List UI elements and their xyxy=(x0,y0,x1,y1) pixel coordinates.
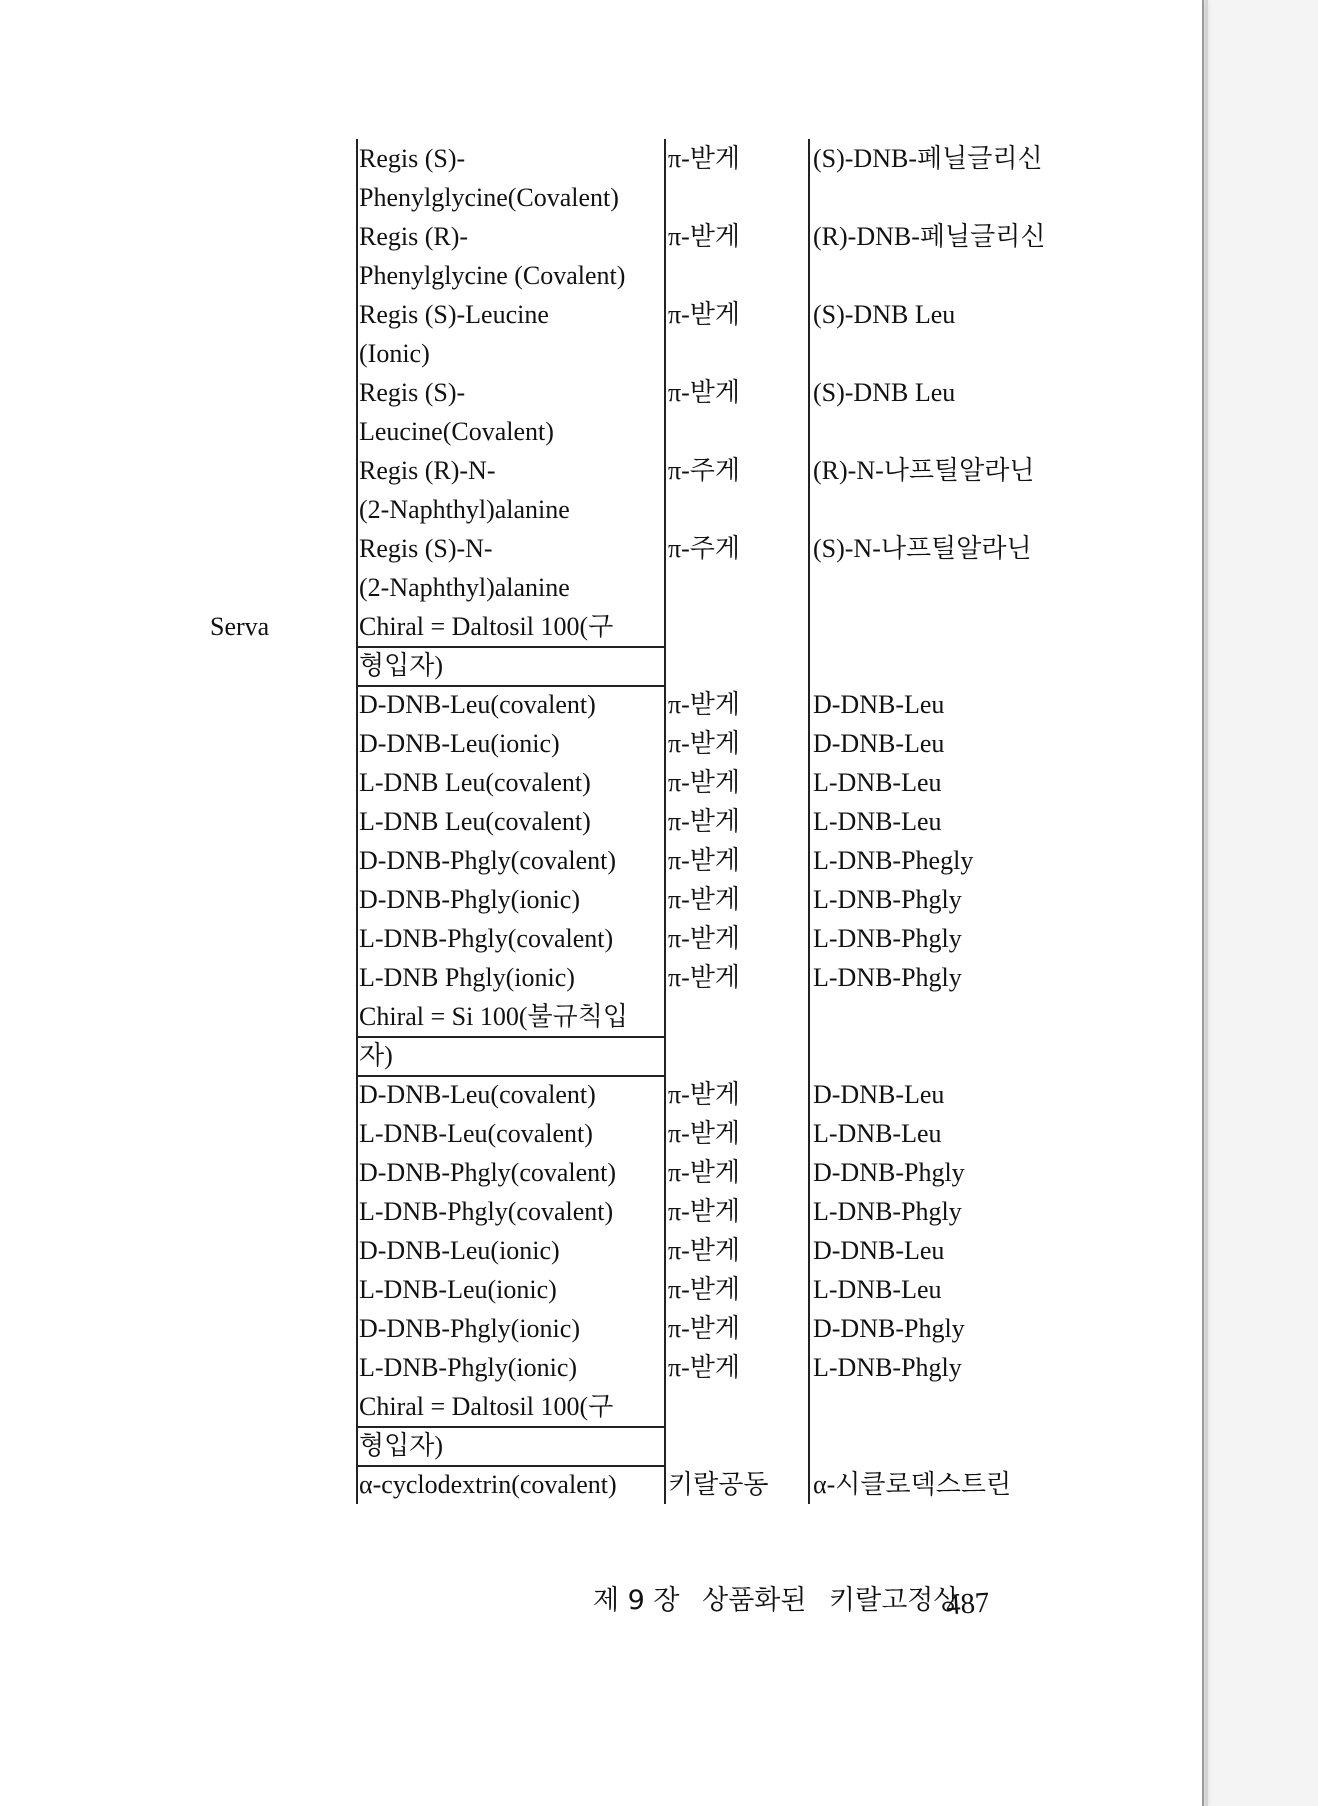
mechanism-cell: π-받게 xyxy=(664,139,820,178)
mechanism-cell: π-받게 xyxy=(664,295,820,334)
selector-cell xyxy=(808,646,813,685)
phase-cell: D-DNB-Leu(ionic) xyxy=(356,724,665,763)
mechanism-cell: π-받게 xyxy=(664,1075,820,1114)
mechanism-cell xyxy=(664,1426,820,1465)
vendor-cell: Serva xyxy=(210,612,270,641)
phase-cell: Regis (S)-N- xyxy=(356,529,665,568)
phase-cell: 형입자) xyxy=(356,646,665,687)
selector-cell xyxy=(808,490,813,529)
phase-cell: L-DNB Phgly(ionic) xyxy=(356,958,665,997)
mechanism-cell: π-주게 xyxy=(664,529,820,568)
selector-cell xyxy=(808,334,813,373)
phase-cell: D-DNB-Leu(ionic) xyxy=(356,1231,665,1270)
selector-cell xyxy=(808,1426,813,1465)
mechanism-cell xyxy=(664,334,820,373)
selector-cell: L-DNB-Leu xyxy=(808,802,942,841)
phase-cell: D-DNB-Phgly(covalent) xyxy=(356,1153,665,1192)
phase-cell: L-DNB-Phgly(ionic) xyxy=(356,1348,665,1387)
selector-cell: (R)-DNB-페닐글리신 xyxy=(808,217,1045,256)
mechanism-cell: π-받게 xyxy=(664,217,820,256)
phase-cell: L-DNB-Phgly(covalent) xyxy=(356,919,665,958)
phase-cell: Regis (S)- xyxy=(356,139,665,178)
phase-cell: Regis (S)-Leucine xyxy=(356,295,665,334)
phase-cell: (Ionic) xyxy=(356,334,665,373)
phase-cell: α-cyclodextrin(covalent) xyxy=(356,1465,665,1504)
phase-cell: Chiral = Daltosil 100(구 xyxy=(356,1387,665,1428)
phase-cell: 자) xyxy=(356,1036,665,1077)
selector-cell: L-DNB-Phgly xyxy=(808,880,962,919)
mechanism-cell: 키랄공동 xyxy=(664,1465,820,1504)
selector-cell: L-DNB-Phgly xyxy=(808,958,962,997)
phase-cell: L-DNB Leu(covalent) xyxy=(356,802,665,841)
phase-cell: L-DNB-Phgly(covalent) xyxy=(356,1192,665,1231)
selector-cell: D-DNB-Leu xyxy=(808,1075,944,1114)
phase-cell: Regis (S)- xyxy=(356,373,665,412)
phase-cell: L-DNB-Leu(covalent) xyxy=(356,1114,665,1153)
selector-cell xyxy=(808,256,813,295)
phase-cell: Regis (R)-N- xyxy=(356,451,665,490)
selector-cell: L-DNB-Leu xyxy=(808,763,942,802)
phase-cell: Regis (R)- xyxy=(356,217,665,256)
selector-cell: (S)-DNB Leu xyxy=(808,295,955,334)
page-edge xyxy=(1205,0,1208,1806)
mechanism-cell: π-받게 xyxy=(664,373,820,412)
phase-cell: (2-Naphthyl)alanine xyxy=(356,490,665,529)
page-number: 487 xyxy=(944,1586,991,1622)
mechanism-cell: π-받게 xyxy=(664,919,820,958)
selector-cell: L-DNB-Phegly xyxy=(808,841,973,880)
phase-cell: D-DNB-Leu(covalent) xyxy=(356,1075,665,1114)
selector-cell xyxy=(808,568,813,607)
selector-cell xyxy=(808,607,813,646)
phase-cell: L-DNB Leu(covalent) xyxy=(356,763,665,802)
mechanism-cell: π-받게 xyxy=(664,1192,820,1231)
selector-cell: D-DNB-Leu xyxy=(808,724,944,763)
mechanism-cell xyxy=(664,256,820,295)
footer-chapter: 제 9 장 xyxy=(593,1585,680,1616)
mechanism-cell xyxy=(664,607,820,646)
phase-cell: D-DNB-Leu(covalent) xyxy=(356,685,665,724)
mechanism-cell xyxy=(664,178,820,217)
selector-cell xyxy=(808,412,813,451)
running-footer xyxy=(593,1578,973,1617)
phase-cell: (2-Naphthyl)alanine xyxy=(356,568,665,607)
mechanism-cell xyxy=(664,490,820,529)
selector-cell: L-DNB-Leu xyxy=(808,1270,942,1309)
mechanism-cell xyxy=(664,646,820,685)
selector-cell: L-DNB-Phgly xyxy=(808,919,962,958)
mechanism-cell xyxy=(664,1036,820,1075)
mechanism-cell: π-받게 xyxy=(664,1114,820,1153)
mechanism-cell: π-받게 xyxy=(664,1153,820,1192)
mechanism-cell: π-받게 xyxy=(664,841,820,880)
mechanism-cell: π-받게 xyxy=(664,763,820,802)
mechanism-cell xyxy=(664,1387,820,1426)
mechanism-cell: π-받게 xyxy=(664,802,820,841)
phase-cell: Chiral = Daltosil 100(구 xyxy=(356,607,665,648)
mechanism-cell: π-주게 xyxy=(664,451,820,490)
mechanism-cell: π-받게 xyxy=(664,958,820,997)
mechanism-cell xyxy=(664,997,820,1036)
footer-title-2: 키랄고정상 xyxy=(829,1585,960,1616)
selector-cell: D-DNB-Phgly xyxy=(808,1153,965,1192)
phase-cell: Leucine(Covalent) xyxy=(356,412,665,451)
selector-cell xyxy=(808,1036,813,1075)
mechanism-cell xyxy=(664,412,820,451)
phase-cell: Phenylglycine (Covalent) xyxy=(356,256,665,295)
selector-cell: D-DNB-Leu xyxy=(808,685,944,724)
mechanism-cell: π-받게 xyxy=(664,1231,820,1270)
mechanism-cell xyxy=(664,568,820,607)
mechanism-cell: π-받게 xyxy=(664,880,820,919)
selector-cell: (S)-DNB-페닐글리신 xyxy=(808,139,1043,178)
phase-cell: 형입자) xyxy=(356,1426,665,1467)
selector-cell xyxy=(808,178,813,217)
selector-cell xyxy=(808,997,813,1036)
phase-cell: Chiral = Si 100(불규칙입 xyxy=(356,997,665,1038)
mechanism-cell: π-받게 xyxy=(664,1270,820,1309)
selector-cell: α-시클로덱스트린 xyxy=(808,1465,1011,1504)
mechanism-cell: π-받게 xyxy=(664,724,820,763)
selector-cell: (S)-N-나프틸알라닌 xyxy=(808,529,1032,568)
mechanism-cell: π-받게 xyxy=(664,1309,820,1348)
mechanism-cell: π-받게 xyxy=(664,1348,820,1387)
phase-cell: L-DNB-Leu(ionic) xyxy=(356,1270,665,1309)
selector-cell: L-DNB-Phgly xyxy=(808,1192,962,1231)
mechanism-cell: π-받게 xyxy=(664,685,820,724)
phase-cell: D-DNB-Phgly(ionic) xyxy=(356,1309,665,1348)
selector-cell xyxy=(808,1387,813,1426)
selector-cell: L-DNB-Phgly xyxy=(808,1348,962,1387)
phase-cell: D-DNB-Phgly(covalent) xyxy=(356,841,665,880)
footer-title-1: 상품화된 xyxy=(702,1585,807,1616)
selector-cell: (R)-N-나프틸알라닌 xyxy=(808,451,1034,490)
phase-cell: D-DNB-Phgly(ionic) xyxy=(356,880,665,919)
selector-cell: (S)-DNB Leu xyxy=(808,373,955,412)
selector-cell: D-DNB-Leu xyxy=(808,1231,944,1270)
phase-cell: Phenylglycine(Covalent) xyxy=(356,178,665,217)
selector-cell: D-DNB-Phgly xyxy=(808,1309,965,1348)
selector-cell: L-DNB-Leu xyxy=(808,1114,942,1153)
